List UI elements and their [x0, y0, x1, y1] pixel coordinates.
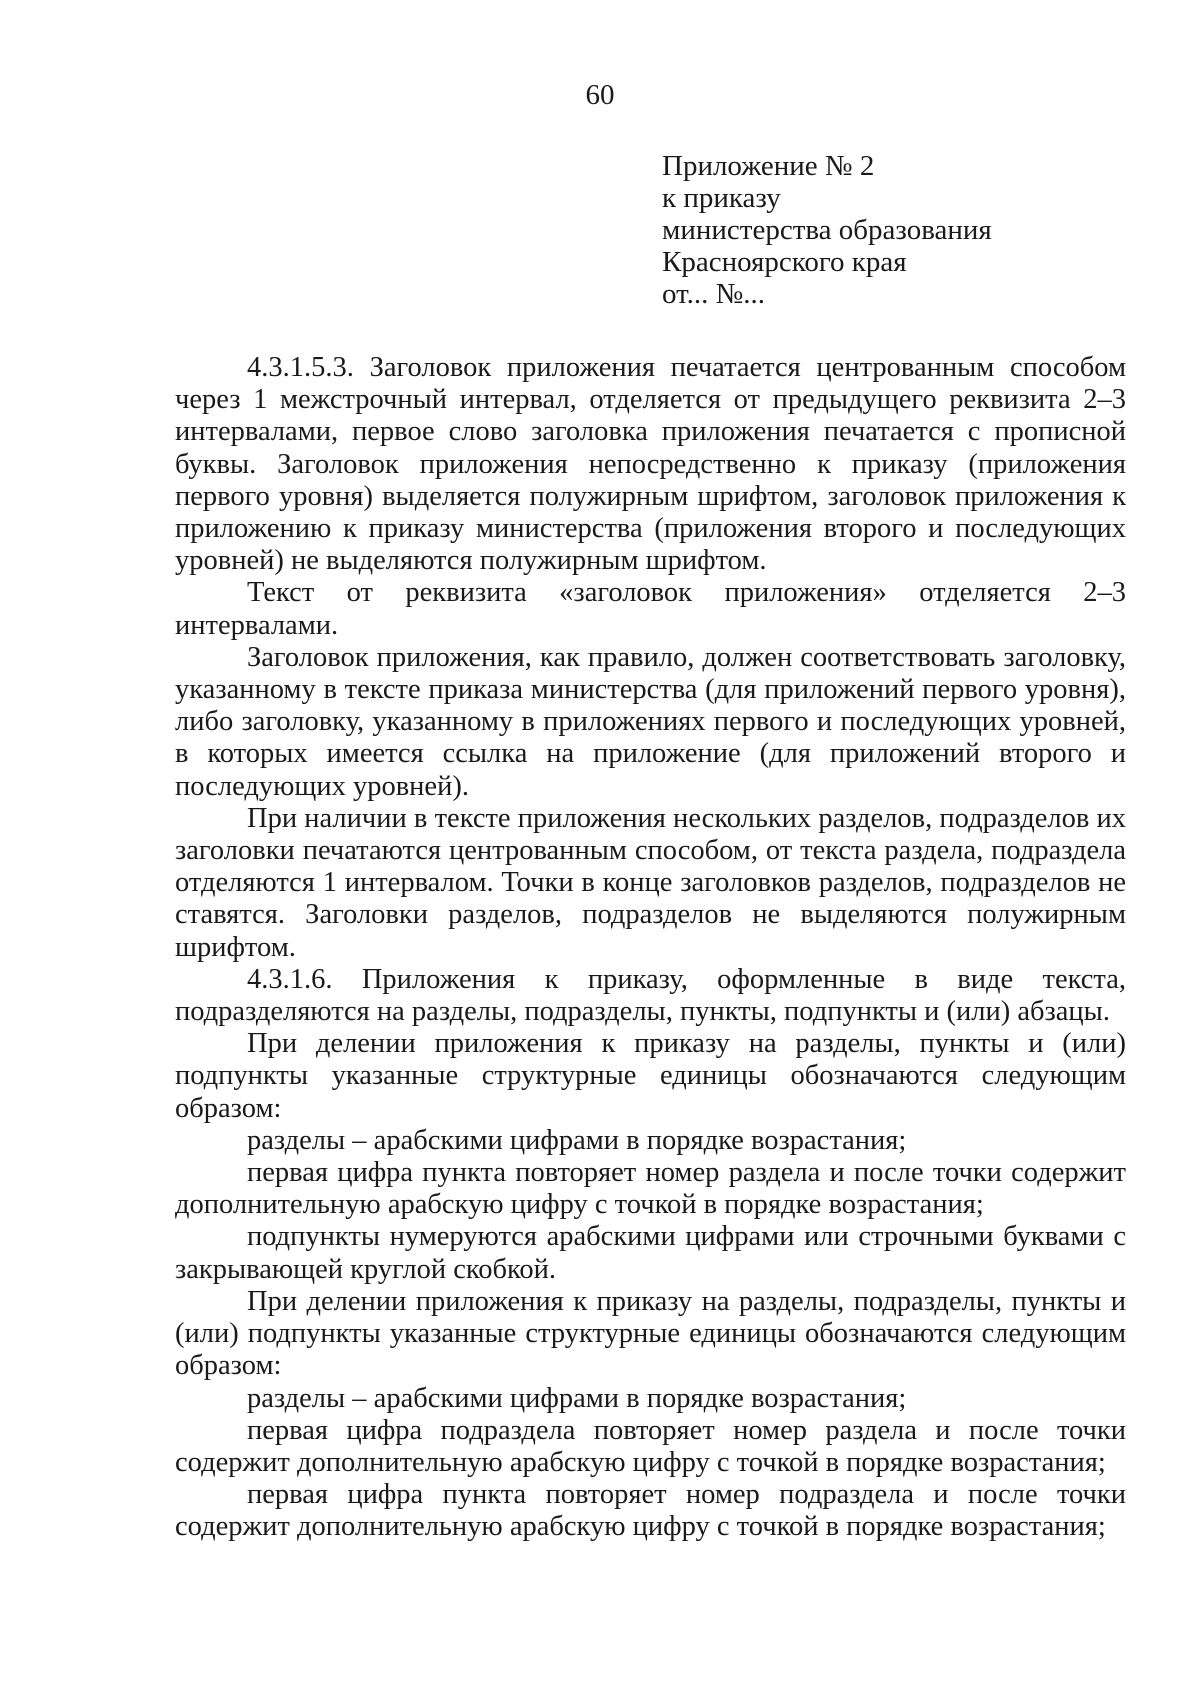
page-number: 60 [585, 79, 615, 111]
appendix-header-line: Приложение № 2 [662, 150, 875, 182]
paragraph: При делении приложения к приказу на разделы, подразделы, пункты и (или) подпункты указанные структурные единицы обозначаются следующим образом: [175, 1285, 1126, 1382]
appendix-header-line: Красноярского края [662, 246, 907, 278]
paragraph: 4.3.1.6. Приложения к приказу, оформленные в виде текста, подразделяются на разделы, подразделы, пункты, подпункты и (или) абзацы. [175, 963, 1126, 1028]
appendix-header [662, 150, 992, 310]
appendix-header-line: министерства образования [662, 214, 992, 246]
paragraph: разделы – арабскими цифрами в порядке возрастания; [247, 1124, 907, 1156]
document-body [175, 352, 1126, 1544]
paragraph: подпункты нумеруются арабскими цифрами или строчными буквами с закрывающей круглой скобкой. [175, 1221, 1126, 1285]
paragraph: Текст от реквизита «заголовок приложения» отделяется 2–3 интервалами. [175, 577, 1126, 641]
paragraph: первая цифра пункта повторяет номер раздела и после точки содержит дополнительную арабскую цифру с точкой в порядке возрастания; [175, 1157, 1126, 1221]
paragraph: При наличии в тексте приложения нескольких разделов, подразделов их заголовки печатаются центрованным способом, от текста раздела, подраздела отделяются 1 интервалом. Точки в конце заголовков разделов, подразделов не ставятся. Заголовки разделов, подразделов не выделяются полужирным шрифтом. [175, 802, 1126, 963]
appendix-header-line: от... №... [662, 278, 766, 310]
paragraph: 4.3.1.5.3. Заголовок приложения печатается центрованным способом через 1 межстрочный интервал, отделяется от предыдущего реквизита 2–3 интервалами, первое слово заголовка приложения печатается с прописной буквы. Заголовок приложения непосредственно к приказу (приложения первого уровня) выделяется полужирным шрифтом, заголовок приложения к приложению к приказу министерства (приложения второго и последующих уровней) не выделяются полужирным шрифтом. [175, 352, 1126, 577]
appendix-header-line: к приказу [662, 182, 781, 214]
paragraph: первая цифра подраздела повторяет номер раздела и после точки содержит дополнительную арабскую цифру с точкой в порядке возрастания; [175, 1414, 1126, 1478]
paragraph: первая цифра пункта повторяет номер подраздела и после точки содержит дополнительную арабскую цифру с точкой в порядке возрастания; [175, 1479, 1126, 1543]
paragraph: При делении приложения к приказу на разделы, пункты и (или) подпункты указанные структурные единицы обозначаются следующим образом: [175, 1028, 1126, 1124]
paragraph: Заголовок приложения, как правило, должен соответствовать заголовку, указанному в тексте приказа министерства (для приложений первого уровня), либо заголовку, указанному в приложениях первого и последующих уровней, в которых имеется ссылка на приложение (для приложений второго и последующих уровней). [175, 641, 1126, 802]
paragraph: разделы – арабскими цифрами в порядке возрастания; [247, 1382, 907, 1414]
